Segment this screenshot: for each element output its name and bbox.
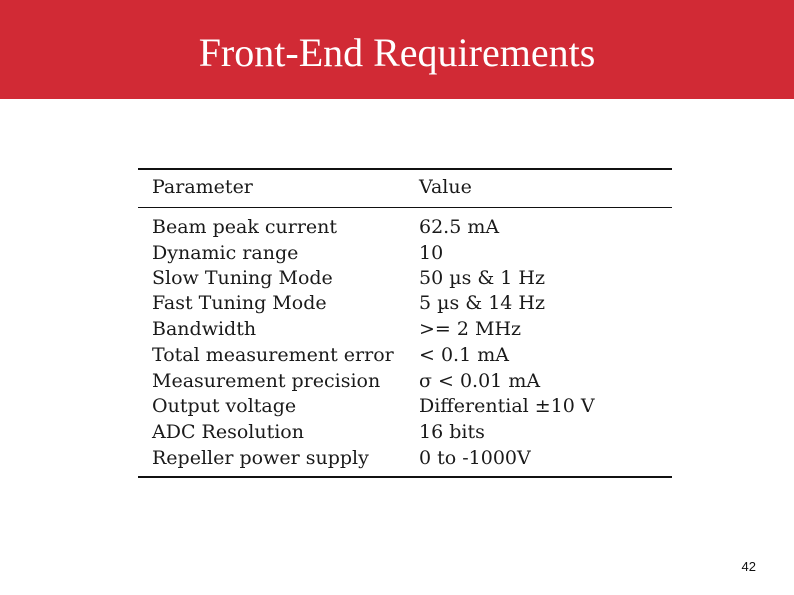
table-row-parameter: Fast Tuning Mode — [152, 292, 327, 314]
table-row-value: 50 µs & 1 Hz — [419, 267, 546, 289]
table-row-value: 5 µs & 14 Hz — [419, 292, 546, 314]
table-row-value: 0 to -1000V — [419, 447, 531, 469]
table-row-value: 16 bits — [419, 421, 485, 443]
table-row-value: >= 2 MHz — [419, 318, 522, 340]
table-top-rule — [138, 168, 672, 170]
column-header-value: Value — [419, 176, 472, 198]
table-row-value: < 0.1 mA — [419, 344, 509, 366]
table-row-value: Differential ±10 V — [419, 395, 595, 417]
table-row-parameter: Slow Tuning Mode — [152, 267, 333, 289]
table-row-value: σ < 0.01 mA — [419, 370, 541, 392]
table-row-parameter: ADC Resolution — [152, 421, 304, 443]
table-row-parameter: Output voltage — [152, 395, 297, 417]
title-banner — [0, 0, 794, 99]
slide-title: Front-End Requirements — [198, 30, 596, 75]
table-row-parameter: Bandwidth — [152, 318, 257, 340]
table-header-rule — [138, 207, 672, 208]
table-row-parameter: Total measurement error — [152, 344, 394, 366]
column-header-parameter: Parameter — [152, 176, 253, 198]
table-bottom-rule — [138, 476, 672, 478]
table-row-parameter: Measurement precision — [152, 370, 381, 392]
table-row-parameter: Beam peak current — [152, 216, 338, 238]
table-row-parameter: Dynamic range — [152, 242, 299, 264]
table-row-value: 62.5 mA — [419, 216, 500, 238]
table-row-parameter: Repeller power supply — [152, 447, 369, 469]
page-number: 42 — [741, 559, 756, 574]
table-row-value: 10 — [419, 242, 444, 264]
